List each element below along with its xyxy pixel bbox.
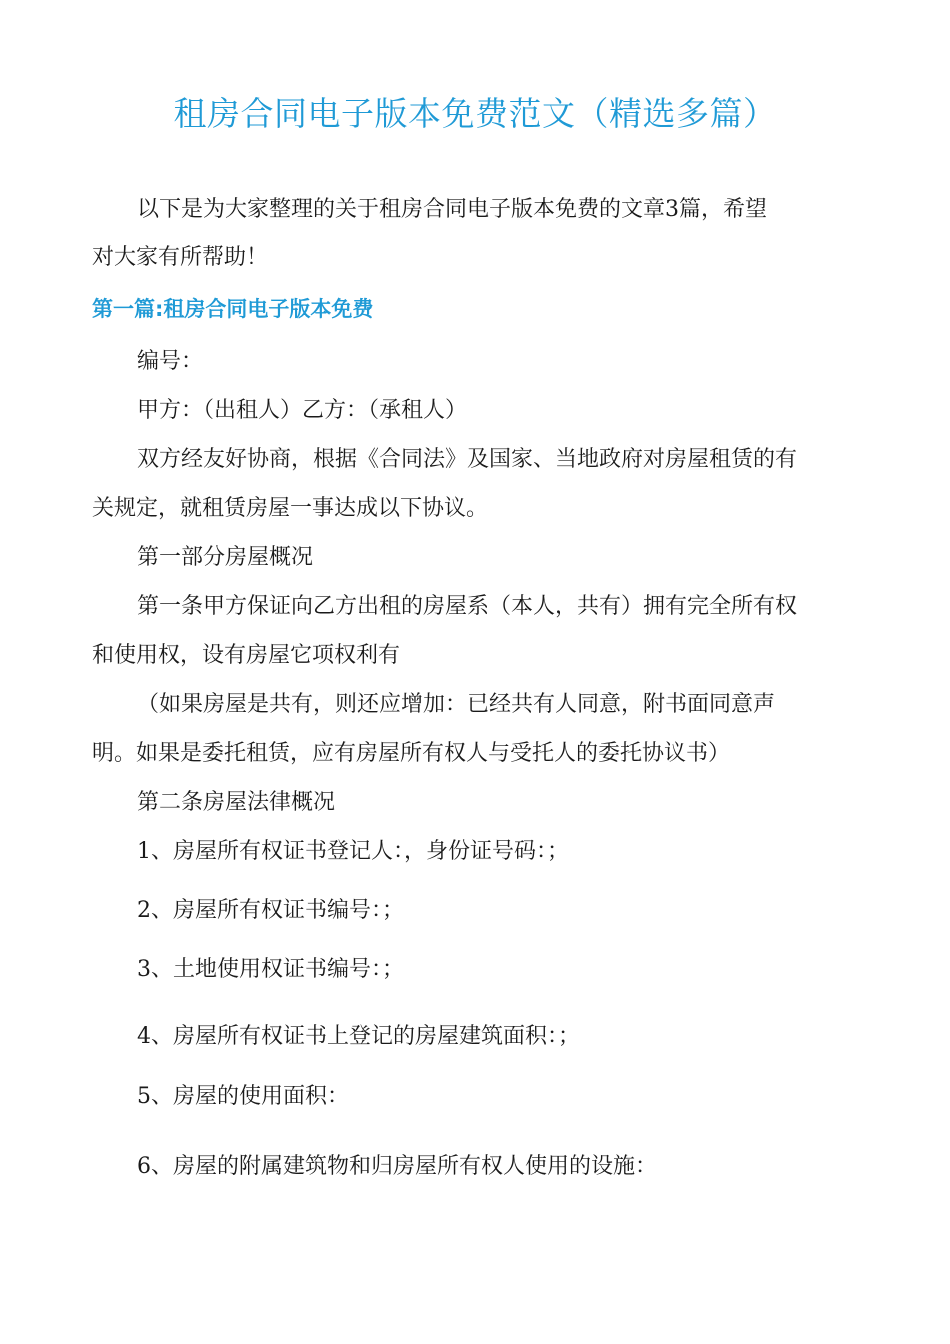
section-heading: 第一篇:租房合同电子版本免费: [92, 297, 374, 321]
list-item: 3、土地使用权证书编号：；: [137, 957, 404, 982]
note-line-1: （如果房屋是共有，则还应增加：已经共有人同意，附书面同意声: [137, 692, 776, 717]
intro-line-1: 以下是为大家整理的关于租房合同电子版本免费的文章3篇，希望: [137, 197, 767, 222]
list-item: 4、房屋所有权证书上登记的房屋建筑面积：；: [137, 1024, 580, 1049]
article-one-line-2: 和使用权，设有房屋它项权利有: [92, 643, 401, 668]
intro-line-2: 对大家有所帮助！: [92, 245, 269, 270]
list-item: 6、房屋的附属建筑物和归房屋所有权人使用的设施：: [137, 1154, 657, 1179]
note-line-2: 明。如果是委托租赁，应有房屋所有权人与受托人的委托协议书）: [92, 741, 731, 766]
document-title: 租房合同电子版本免费范文（精选多篇）: [173, 94, 777, 133]
part-one-heading: 第一部分房屋概况: [137, 545, 314, 570]
article-two-heading: 第二条房屋法律概况: [137, 790, 336, 815]
list-item: 5、房屋的使用面积：: [137, 1084, 349, 1109]
contract-parties: 甲方：（出租人）乙方：（承租人）: [137, 398, 468, 423]
agreement-line-1: 双方经友好协商，根据《合同法》及国家、当地政府对房屋租赁的有: [137, 447, 798, 472]
contract-number: 编号：: [137, 349, 204, 374]
list-item: 2、房屋所有权证书编号：；: [137, 898, 404, 923]
agreement-line-2: 关规定，就租赁房屋一事达成以下协议。: [92, 496, 489, 521]
list-item: 1、房屋所有权证书登记人：，身份证号码：；: [137, 839, 569, 864]
article-one-line-1: 第一条甲方保证向乙方出租的房屋系（本人，共有）拥有完全所有权: [137, 594, 798, 619]
